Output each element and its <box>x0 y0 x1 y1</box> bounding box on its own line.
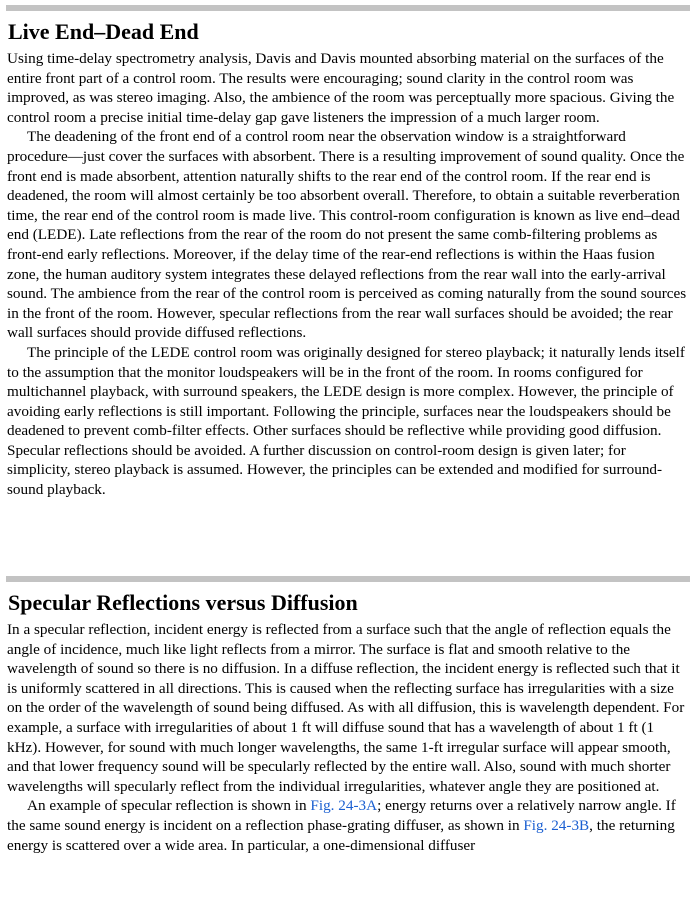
section-live-end-dead-end <box>6 5 690 500</box>
figure-link-24-3a[interactable]: Fig. 24-3A <box>310 797 378 815</box>
figure-link-24-3b[interactable]: Fig. 24-3B <box>523 816 590 834</box>
paragraph-text: An example of specular reflection is shown in <box>27 797 311 815</box>
paragraph <box>6 796 690 855</box>
section-heading: Specular Reflections versus Diffusion <box>8 590 358 615</box>
paragraph-text: ; energy returns over a relatively narrow angle. If the same sound energy is incident on a reflection phase-grating diffuser, as shown in <box>7 797 676 834</box>
paragraph: Using time-delay spectrometry analysis, Davis and Davis mounted absorbing material on the surfaces of the entire front part of a control room. The results were encouraging; sound clarity in the control room was improved, as was stereo imaging. Also, the ambience of the room was perceptually more spacious. Giving the control room a precise initial time-delay gap gave listeners the impression of a much larger room. <box>7 50 675 126</box>
section-divider <box>6 5 690 11</box>
paragraph: The principle of the LEDE control room was originally designed for stereo playback; it naturally lends itself to the assumption that the monitor loudspeakers will be in the front of the room. In rooms configured for multichannel playback, with surround speakers, the LEDE design is more complex. However, the principle of avoiding early reflections is still important. Following the principle, surfaces near the loudspeakers should be deadened to prevent comb-filter effects. Other surfaces should be reflective while providing good diffusion. Specular reflections should be avoided. A further discussion on control-room design is given later; for simplicity, stereo playback is assumed. However, the principles can be extended and modified for surround-sound playback. <box>7 343 685 499</box>
section-heading: Live End–Dead End <box>8 19 199 44</box>
paragraph-text: , the returning energy is scattered over a wide area. In particular, a one-dimensional diffuser <box>7 816 675 854</box>
paragraph: In a specular reflection, incident energy is reflected from a surface such that the angle of reflection equals the angle of incidence, much like light reflects from a mirror. The surface is flat and smooth relative to the wavelength of sound so there is no diffusion. In a diffuse reflection, the incident energy is reflected such that it is uniformly scattered in all directions. This is caused when the reflecting surface has irregularities with a size on the order of the wavelength of sound being diffused. As with all diffusion, this is wavelength dependent. For example, a surface with irregularities of about 1 ft will diffuse sound that has a wavelength of about 1 ft (1 kHz). However, for sound with much longer wavelengths, the same 1-ft irregular surface will appear smooth, and that lower frequency sound will be specularly reflected by the entire wall. Also, sound with much shorter wavelengths will specularly reflect from the individual irregularities, whatever angle they are positioned at. <box>7 621 685 795</box>
section-specular-reflections <box>6 576 690 855</box>
section-divider <box>6 576 690 582</box>
paragraph: The deadening of the front end of a control room near the observation window is a straightforward procedure—just cover the surfaces with absorbent. There is a resulting improvement of sound quality. Once the front end is made absorbent, attention naturally shifts to the rear end of the control room. If the rear end is deadened, the room will almost certainly be too absorbent overall. Therefore, to obtain a suitable reverberation time, the rear end of the control room is made live. This control-room configuration is known as live end–dead end (LEDE). Late reflections from the rear of the room do not present the same comb-filtering problems as front-end early reflections. Moreover, if the delay time of the rear-end reflections is within the Haas fusion zone, the human auditory system integrates these delayed reflections from the rear wall into the early-arrival sound. The ambience from the rear of the control room is perceived as coming naturally from the sound sources in the front of the room. However, specular reflections from the rear wall surfaces should be avoided; the rear wall surfaces should provide diffused reflections. <box>7 128 687 342</box>
